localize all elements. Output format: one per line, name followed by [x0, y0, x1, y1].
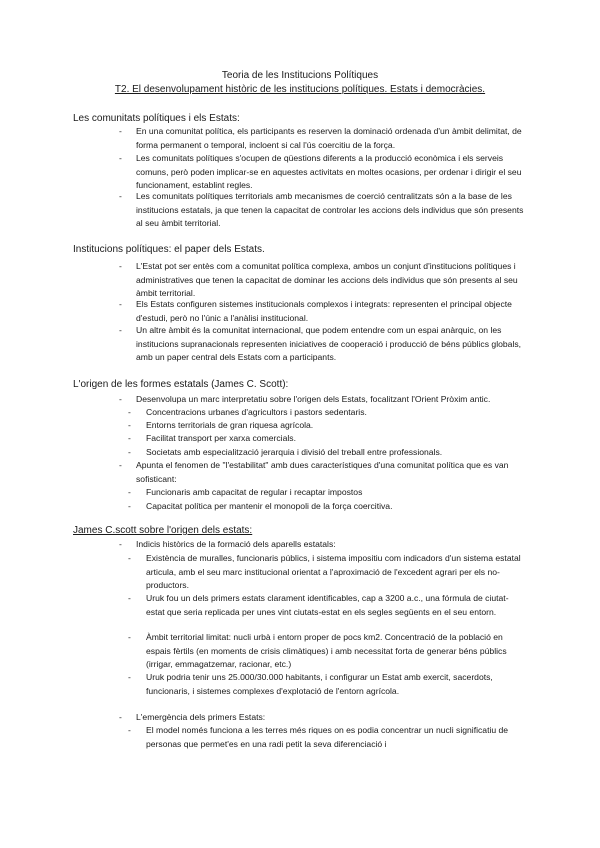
list-item-text: Uruk fou un dels primers estats clarament identificables, cap a 3200 a.c., una fórmula de ciutat-estat que seria replicada per unes vint ciutats-estat en els segles següents en el seu entorn. — [146, 593, 509, 617]
sub-list-item — [128, 552, 526, 593]
bullet-dash: - — [128, 433, 131, 443]
list-item-text: Les comunitats polítiques territorials amb mecanismes de coerció centralitzats són a la base de les institucions estatals, ja que tenen la capacitat de controlar les accions dels individus que són presents al seu àmbit territorial. — [136, 191, 524, 229]
bullet-dash: - — [128, 632, 131, 642]
section-heading: Institucions polítiques: el paper dels Estats. — [73, 244, 265, 255]
list-item — [119, 125, 526, 152]
bullet-dash: - — [128, 420, 131, 430]
sub-list-item — [128, 446, 526, 460]
list-item-text: Desenvolupa un marc interpretatiu sobre l'origen dels Estats, focalitzant l'Orient Pròxim antic. — [136, 394, 491, 404]
list-item — [119, 260, 526, 301]
bullet-dash: - — [128, 487, 131, 497]
bullet-dash: - — [128, 447, 131, 457]
list-item-text: Entorns territorials de gran riquesa agrícola. — [146, 420, 314, 430]
list-item-text: Facilitat transport per xarxa comercials. — [146, 433, 296, 443]
list-item-text: Funcionaris amb capacitat de regular i recaptar impostos — [146, 487, 363, 497]
bullet-dash: - — [119, 394, 122, 404]
sub-list-item — [128, 592, 526, 619]
section-heading: L'origen de les formes estatals (James C. Scott): — [73, 379, 289, 390]
bullet-dash: - — [128, 725, 131, 735]
sub-list-item — [128, 500, 526, 514]
bullet-dash: - — [119, 153, 122, 163]
bullet-dash: - — [128, 407, 131, 417]
list-item-text: Un altre àmbit és la comunitat internacional, que podem entendre com un espai anàrquic, on les institucions supranacionals representen iniciatives de cooperació i producció de béns públics globals, amb un paper central dels Estats com a participants. — [136, 325, 522, 363]
document-subtitle: T2. El desenvolupament històric de les institucions polítiques. Estats i democràcies. — [114, 84, 486, 95]
list-item-text: Concentracions urbanes d'agricultors i pastors sedentaris. — [146, 407, 367, 417]
bullet-dash: - — [119, 191, 122, 201]
bullet-dash: - — [119, 460, 122, 470]
list-item — [119, 190, 526, 231]
bullet-dash: - — [128, 593, 131, 603]
list-item — [119, 711, 526, 725]
sub-list-item — [128, 631, 526, 672]
bullet-dash: - — [128, 501, 131, 511]
list-item — [119, 538, 526, 552]
bullet-dash: - — [119, 261, 122, 271]
list-item-text: Societats amb especialització jerarquia i divisió del treball entre professionals. — [146, 447, 443, 457]
list-item — [119, 459, 526, 486]
bullet-dash: - — [119, 299, 122, 309]
sub-list-item — [128, 419, 526, 433]
bullet-dash: - — [119, 325, 122, 335]
sub-list-item — [128, 432, 526, 446]
sub-list-item — [128, 486, 526, 500]
bullet-dash: - — [119, 539, 122, 549]
list-item — [119, 393, 536, 407]
list-item-text: Capacitat política per mantenir el monopoli de la força coercitiva. — [146, 501, 393, 511]
list-item-text: Uruk podria tenir uns 25.000/30.000 habitants, i configurar un Estat amb exercit, sacerdots, funcionaris, i sistemes complexes d'explotació de l'entorn agrícola. — [146, 672, 493, 696]
list-item-text: Existència de muralles, funcionaris públics, i sistema impositiu com indicadors d'un sistema estatal articula, amb el seu marc institucional orientat a l'aproximació de l'excedent agrari per els no-productors. — [146, 553, 521, 591]
bullet-dash: - — [128, 553, 131, 563]
document-title: Teoria de les Institucions Polítiques — [221, 70, 379, 81]
list-item-text: L'emergència dels primers Estats: — [136, 712, 266, 722]
section-heading: Les comunitats polítiques i els Estats: — [73, 113, 240, 124]
sub-list-item — [128, 406, 526, 420]
bullet-dash: - — [119, 712, 122, 722]
list-item-text: Àmbit territorial limitat: nucli urbà i entorn proper de pocs km2. Concentració de la població en espais fèrtils (en moments de crisis climàtiques) i amb necessitat forta de generar béns públics (irrigar, emmagatzemar, racionar, etc.) — [146, 632, 507, 670]
section-heading: James C.scott sobre l'origen dels estats: — [73, 525, 253, 536]
list-item-text: Apunta el fenomen de "l'estabilitat" amb dues característiques d'una comunitat política que es van sofisticant: — [136, 460, 509, 484]
bullet-dash: - — [128, 672, 131, 682]
sub-list-item — [128, 724, 526, 751]
list-item-text: L'Estat pot ser entès com a comunitat política complexa, ambos un conjunt d'institucions polítiques i administratives que tenen la capacitat de dominar les accions dels individus que són presents al seu àmbit territorial. — [136, 261, 518, 299]
bullet-dash: - — [119, 126, 122, 136]
list-item-text: El model només funciona a les terres més riques on es podia concentrar un nucli significatiu de personas que permet'es en una radi petit la seva diferenciació i — [146, 725, 509, 749]
list-item — [119, 324, 526, 365]
list-item-text: En una comunitat política, els participants es reserven la dominació ordenada d'un àmbit delimitat, de forma permanent o temporal, incloent si cal l'ús coercitiu de la força. — [136, 126, 522, 150]
list-item-text: Els Estats configuren sistemes institucionals complexos i integrats: representen el principal objecte d'estudi, però no l'únic a l'anàlisi institucional. — [136, 299, 512, 323]
list-item — [119, 152, 526, 193]
list-item-text: Les comunitats polítiques s'ocupen de qüestions diferents a la producció econòmica i els serveis comuns, però poden implicar-se en aquestes activitats en moltes ocasions, per ordenar i dirigir el seu funcionament, establint regles. — [136, 153, 522, 191]
sub-list-item — [128, 671, 526, 698]
list-item-text: Indicis històrics de la formació dels aparells estatals: — [136, 539, 336, 549]
list-item — [119, 298, 526, 325]
